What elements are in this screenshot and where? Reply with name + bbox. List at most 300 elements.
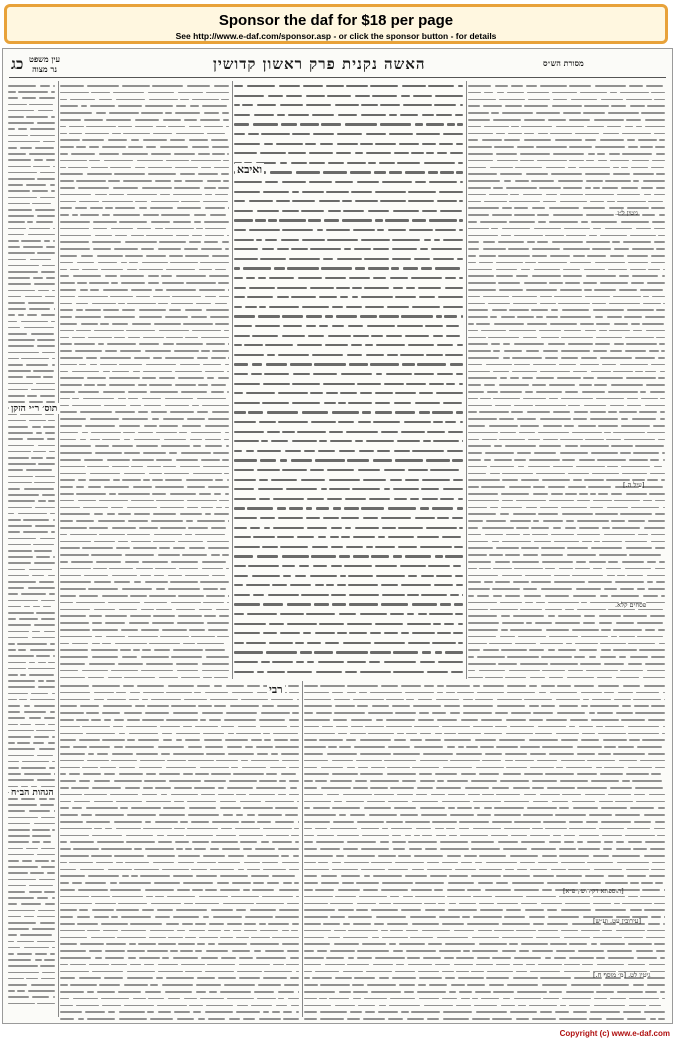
text-line-segment [468, 289, 496, 291]
text-line-segment [259, 306, 266, 308]
text-line-segment [347, 354, 363, 356]
text-line-segment [60, 855, 89, 857]
text-line-segment [500, 391, 522, 393]
text-line-segment [373, 421, 400, 423]
text-line-segment [647, 670, 665, 672]
text-line-segment [45, 296, 55, 298]
text-line-segment [29, 228, 50, 230]
text-line-segment [130, 692, 140, 694]
text-line-segment [136, 753, 157, 755]
text-line-segment [8, 984, 27, 986]
text-line-segment [393, 488, 419, 490]
text-line-segment [289, 719, 299, 721]
text-line-segment [234, 613, 244, 615]
text-line-segment [112, 133, 121, 135]
text-line-segment [602, 187, 617, 189]
text-line-segment [304, 909, 335, 911]
text-line-segment [162, 957, 169, 959]
text-line-segment [72, 214, 78, 216]
text-line-segment [8, 228, 26, 230]
text-line-segment [44, 959, 55, 961]
text-line-segment [79, 977, 101, 979]
text-line-segment [204, 241, 219, 243]
text-line-segment [289, 507, 303, 509]
text-line-segment [60, 112, 92, 114]
text-line-segment [200, 262, 229, 264]
text-line-segment [49, 593, 55, 595]
text-line-segment [60, 991, 84, 993]
text-line-segment [459, 219, 463, 221]
text-line-segment [48, 742, 55, 744]
text-line-segment [226, 445, 229, 447]
text-line-segment [151, 411, 167, 413]
text-line-segment [8, 686, 35, 688]
text-line-segment [27, 395, 37, 397]
text-line-segment [532, 787, 544, 789]
text-line-segment [562, 794, 581, 796]
text-line-segment [425, 909, 446, 911]
text-line-segment [407, 594, 419, 596]
text-line-segment [482, 794, 493, 796]
text-line-segment [378, 536, 385, 538]
text-line-segment [652, 296, 665, 298]
text-line-segment [139, 343, 159, 345]
text-line-segment [262, 862, 278, 864]
text-line-segment [242, 104, 253, 106]
text-line-segment [60, 486, 73, 488]
text-line-segment [241, 699, 268, 701]
text-line-segment [32, 426, 41, 428]
text-line-segment [645, 126, 665, 128]
text-line-segment [143, 692, 163, 694]
text-line-segment [170, 262, 198, 264]
text-line-segment [446, 692, 454, 694]
text-line-segment [607, 126, 621, 128]
text-line-segment [158, 1011, 171, 1013]
text-line-segment [36, 612, 55, 614]
text-line-segment [231, 896, 259, 898]
text-line-segment [234, 373, 248, 375]
text-line-segment [386, 821, 403, 823]
text-line-segment [338, 402, 345, 404]
text-line-segment [564, 228, 590, 230]
text-line-segment [543, 350, 558, 352]
text-line-segment [126, 835, 153, 837]
text-line-segment [37, 215, 55, 217]
text-line-segment [162, 733, 173, 735]
text-line-segment [458, 498, 463, 500]
text-line-segment [8, 711, 20, 713]
text-line-segment [324, 219, 338, 221]
sponsor-banner[interactable] [4, 4, 668, 44]
text-line-segment [234, 392, 243, 394]
text-line-segment [565, 445, 578, 447]
text-line-segment [468, 588, 490, 590]
text-line-segment [37, 178, 55, 180]
text-line-segment [550, 663, 577, 665]
text-line-segment [304, 889, 313, 891]
text-line-segment [450, 814, 474, 816]
sponsor-subtitle[interactable]: See http://www.e-daf.com/sponsor.asp - or click the sponsor button - for details [175, 31, 497, 41]
text-line-segment [548, 119, 566, 121]
text-line-segment [429, 984, 447, 986]
text-line-segment [180, 950, 192, 952]
text-line-segment [247, 613, 277, 615]
text-line-segment [397, 162, 421, 164]
text-line-segment [8, 662, 26, 664]
text-line-segment [468, 493, 498, 495]
text-line-segment [126, 841, 154, 843]
text-line-segment [214, 493, 221, 495]
text-line-segment [432, 821, 457, 823]
text-line-segment [601, 821, 631, 823]
text-line-segment [514, 568, 543, 570]
text-line-segment [265, 801, 295, 803]
text-line-segment [234, 267, 240, 269]
text-line-segment [468, 398, 478, 400]
text-line-segment [183, 323, 213, 325]
text-line-segment [406, 287, 415, 289]
text-line-segment [8, 823, 30, 825]
text-line-segment [97, 841, 124, 843]
text-line-segment [166, 160, 189, 162]
text-line-segment [8, 538, 36, 540]
text-line-segment [298, 991, 299, 993]
text-line-segment [594, 541, 600, 543]
text-line-segment [104, 405, 127, 407]
text-line-segment [551, 869, 566, 871]
text-line-segment [215, 194, 228, 196]
text-line-segment [585, 194, 615, 196]
text-line-segment [514, 207, 528, 209]
text-line-segment [644, 194, 651, 196]
text-line-segment [459, 821, 489, 823]
text-line-segment [131, 235, 144, 237]
text-line-segment [664, 699, 665, 701]
text-line-segment [507, 656, 538, 658]
text-line-segment [214, 167, 229, 169]
text-line-segment [8, 451, 31, 453]
text-line-segment [596, 767, 602, 769]
text-line-segment [420, 780, 435, 782]
text-line-segment [234, 546, 260, 548]
text-line-segment [549, 841, 561, 843]
text-line-segment [89, 964, 109, 966]
text-line-segment [642, 214, 655, 216]
text-line-segment [89, 146, 99, 148]
text-line-segment [147, 466, 161, 468]
text-line-segment [629, 85, 643, 87]
text-line-segment [523, 534, 530, 536]
text-line-segment [613, 649, 637, 651]
text-line-segment [500, 377, 507, 379]
text-line-segment [187, 500, 217, 502]
text-line-segment [463, 705, 494, 707]
text-line-segment [501, 507, 522, 509]
copyright-link[interactable]: Copyright (c) www.e-daf.com [559, 1029, 670, 1038]
text-line-segment [296, 661, 303, 663]
text-line-segment [577, 787, 607, 789]
text-line-segment [483, 248, 506, 250]
text-line-segment [570, 262, 591, 264]
text-line-segment [33, 544, 54, 546]
text-line-segment [437, 780, 443, 782]
text-line-segment [421, 488, 439, 490]
text-line-segment [326, 229, 350, 231]
text-line-segment [379, 977, 390, 979]
text-line-segment [98, 520, 125, 522]
text-line-segment [129, 622, 148, 624]
text-line-segment [296, 1011, 299, 1013]
text-line-segment [146, 235, 173, 237]
text-line-segment [479, 943, 507, 945]
text-line-segment [336, 726, 348, 728]
text-line-segment [60, 964, 68, 966]
text-line-segment [234, 469, 254, 471]
text-line-segment [301, 594, 329, 596]
text-line-segment [495, 85, 509, 87]
text-line-segment [619, 289, 637, 291]
text-line-segment [282, 210, 299, 212]
text-line-segment [374, 794, 394, 796]
text-line-segment [153, 133, 172, 135]
text-line-segment [549, 221, 578, 223]
text-line-segment [637, 746, 662, 748]
sponsor-title[interactable]: Sponsor the daf for $18 per page [218, 12, 454, 29]
text-line-segment [105, 275, 118, 277]
text-line-segment [345, 671, 357, 673]
text-line-segment [195, 903, 219, 905]
text-line-segment [310, 248, 340, 250]
text-line-segment [207, 964, 235, 966]
text-line-segment [628, 726, 660, 728]
text-line-segment [84, 794, 107, 796]
text-line-segment [647, 479, 658, 481]
text-line-segment [380, 841, 389, 843]
text-line-segment [92, 787, 121, 789]
text-line-segment [43, 426, 55, 428]
text-line-segment [363, 1018, 384, 1020]
text-line-segment [103, 391, 126, 393]
text-line-segment [654, 943, 665, 945]
text-line-segment [218, 794, 234, 796]
text-line-segment [524, 133, 534, 135]
text-line-segment [282, 555, 309, 557]
text-line-segment [304, 896, 333, 898]
text-line-segment [282, 431, 295, 433]
text-line-segment [233, 773, 264, 775]
text-line-segment [492, 214, 511, 216]
text-line-segment [99, 153, 120, 155]
text-line-segment [234, 104, 240, 106]
text-line-segment [608, 112, 640, 114]
text-line-segment [60, 547, 80, 549]
text-line-segment [8, 395, 25, 397]
text-line-segment [278, 517, 303, 519]
text-line-segment [170, 411, 194, 413]
text-line-segment [287, 903, 299, 905]
text-line-segment [154, 534, 182, 536]
text-line-segment [384, 632, 397, 634]
text-line-segment [138, 411, 148, 413]
text-line-segment [614, 500, 640, 502]
text-line-segment [659, 139, 665, 141]
text-line-segment [395, 296, 416, 298]
text-line-segment [8, 544, 31, 546]
text-line-segment [156, 500, 184, 502]
text-line-segment [256, 903, 284, 905]
text-line-segment [436, 315, 442, 317]
text-line-segment [599, 622, 612, 624]
text-line-segment [339, 746, 350, 748]
text-line-segment [194, 692, 201, 694]
text-line-segment [205, 649, 224, 651]
text-line-segment [647, 561, 656, 563]
text-line-segment [60, 1005, 73, 1007]
text-line-segment [142, 561, 168, 563]
text-line-segment [167, 835, 184, 837]
text-line-segment [191, 821, 209, 823]
text-line-segment [439, 950, 461, 952]
text-line-segment [538, 930, 557, 932]
text-line-segment [344, 248, 351, 250]
text-line-segment [398, 546, 418, 548]
text-line-segment [514, 957, 541, 959]
text-line-segment [174, 787, 191, 789]
text-line-segment [543, 425, 562, 427]
text-line-segment [526, 622, 532, 624]
text-line-segment [102, 1005, 121, 1007]
text-line-segment [112, 753, 132, 755]
text-line-segment [523, 398, 546, 400]
text-line-segment [324, 402, 336, 404]
text-line-segment [197, 357, 208, 359]
text-line-segment [234, 229, 246, 231]
text-line-segment [427, 862, 439, 864]
text-line-segment [429, 181, 457, 183]
text-line-segment [604, 841, 613, 843]
text-line-segment [79, 909, 88, 911]
text-line-segment [149, 595, 175, 597]
text-line-segment [234, 315, 255, 317]
text-line-segment [278, 848, 299, 850]
text-line-segment [218, 187, 229, 189]
text-line-segment [186, 282, 215, 284]
text-line-segment [34, 736, 49, 738]
text-line-segment [95, 452, 122, 454]
text-line-segment [416, 133, 440, 135]
text-line-segment [292, 712, 299, 714]
text-line-segment [600, 595, 609, 597]
text-line-segment [138, 432, 153, 434]
text-line-segment [8, 364, 23, 366]
text-line-segment [143, 371, 172, 373]
column-divider [232, 81, 233, 679]
text-line-segment [263, 603, 283, 605]
text-line-segment [425, 739, 441, 741]
text-line-segment [199, 937, 218, 939]
text-line-segment [8, 680, 35, 682]
text-line-segment [60, 677, 85, 679]
text-line-segment [91, 937, 115, 939]
text-line-segment [658, 629, 665, 631]
text-line-segment [333, 821, 354, 823]
text-line-segment [206, 309, 229, 311]
text-line-segment [113, 214, 140, 216]
text-line-segment [658, 1018, 665, 1020]
text-line-segment [593, 568, 603, 570]
text-line-segment [304, 773, 329, 775]
text-line-segment [52, 829, 55, 831]
text-line-segment [35, 724, 45, 726]
text-line-segment [82, 726, 109, 728]
text-line-segment [37, 854, 55, 856]
text-line-segment [113, 479, 120, 481]
text-line-segment [593, 309, 625, 311]
text-line-segment [586, 214, 614, 216]
text-line-segment [114, 248, 138, 250]
text-line-segment [326, 584, 334, 586]
text-line-segment [401, 315, 433, 317]
text-line-segment [8, 848, 23, 850]
text-line-segment [226, 712, 257, 714]
text-line-segment [117, 937, 146, 939]
text-line-segment [304, 746, 326, 748]
text-line-segment [559, 896, 590, 898]
text-line-segment [501, 493, 529, 495]
text-line-segment [96, 112, 106, 114]
text-line-segment [339, 555, 350, 557]
text-line-segment [174, 180, 182, 182]
text-line-segment [304, 699, 331, 701]
text-line-segment [495, 561, 510, 563]
text-line-segment [129, 262, 138, 264]
text-line-segment [8, 835, 30, 837]
text-line-segment [607, 466, 617, 468]
text-line-segment [528, 99, 550, 101]
text-line-segment [234, 488, 254, 490]
text-line-segment [357, 950, 389, 952]
text-line-segment [314, 363, 346, 365]
text-line-segment [245, 746, 253, 748]
text-line-segment [514, 235, 543, 237]
text-line-segment [374, 171, 385, 173]
text-line-segment [625, 568, 651, 570]
text-line-segment [178, 377, 204, 379]
text-line-segment [620, 364, 648, 366]
text-line-segment [93, 228, 108, 230]
text-line-segment [191, 636, 214, 638]
text-line-segment [468, 112, 489, 114]
text-line-segment [353, 536, 376, 538]
text-line-segment [382, 937, 407, 939]
text-line-segment [99, 534, 125, 536]
text-line-segment [91, 92, 110, 94]
text-line-segment [77, 916, 91, 918]
text-line-segment [139, 309, 166, 311]
text-line-segment [60, 160, 87, 162]
text-line-segment [234, 248, 258, 250]
text-line-segment [449, 835, 457, 837]
text-line-segment [468, 153, 493, 155]
text-line-segment [207, 133, 224, 135]
text-line-segment [60, 207, 72, 209]
text-line-segment [225, 739, 249, 741]
text-line-segment [510, 1011, 538, 1013]
text-line-segment [84, 119, 103, 121]
text-line-segment [468, 194, 486, 196]
text-line-segment [643, 500, 652, 502]
